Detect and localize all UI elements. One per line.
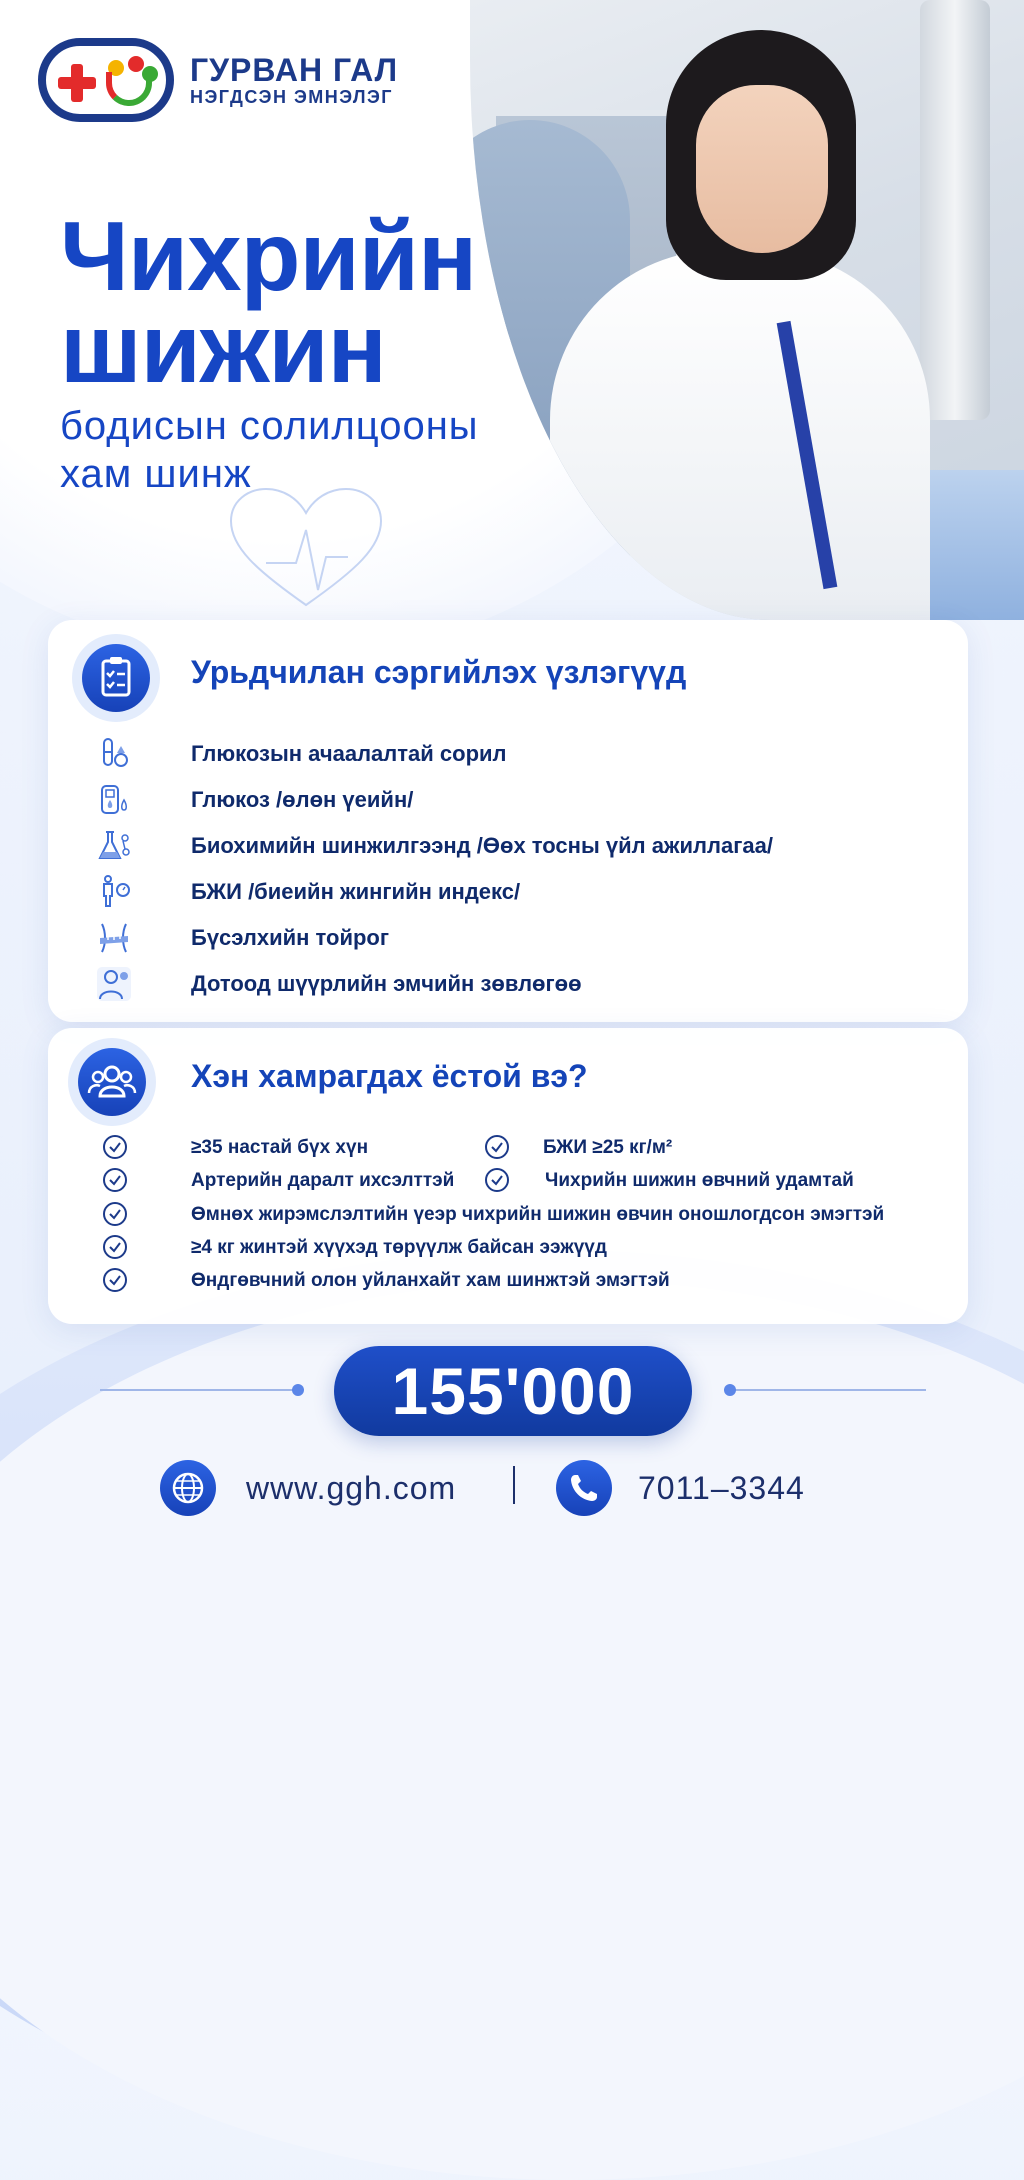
body-scale-icon (96, 874, 132, 910)
glucometer-icon (96, 782, 132, 818)
doctor-icon (96, 966, 132, 1002)
list-item (102, 1232, 802, 1262)
check-circle-icon (102, 1167, 128, 1193)
price-divider-right (730, 1389, 926, 1391)
brand-logo[interactable] (38, 38, 398, 122)
list-item (484, 1165, 924, 1195)
smile-icon (106, 72, 152, 106)
check-circle-icon (102, 1134, 128, 1160)
service-label: Дотоод шүүрлийн эмчийн зөвлөгөө (191, 971, 582, 996)
page-title (60, 201, 477, 403)
list-item (102, 1165, 482, 1195)
eligibility-item: ≥4 кг жинтэй хүүхэд төрүүлж байсан ээжүүд (191, 1237, 607, 1258)
page-subtitle (60, 402, 479, 498)
photo-medical-equipment (920, 0, 990, 420)
service-label: Бүсэлхийн тойрог (191, 925, 390, 950)
list-item (48, 732, 968, 776)
website-link[interactable]: www.ggh.com (246, 1470, 457, 1506)
logo-mark-icon (38, 38, 174, 122)
photo-doctor-face (696, 85, 828, 253)
service-label: Глюкозын ачаалалтай сорил (191, 741, 507, 766)
service-label: Биохимийн шинжилгээнд /Өөх тосны үйл ажиллагаа/ (191, 833, 773, 858)
test-tube-icon (96, 736, 132, 772)
eligibility-item: Өндгөвчний олон уйланхайт хам шинжтэй эмэгтэй (191, 1270, 670, 1291)
check-circle-icon (484, 1167, 510, 1193)
screening-card (48, 620, 968, 1022)
service-label: Глюкоз /өлөн үеийн/ (191, 787, 414, 812)
red-cross-icon (58, 64, 96, 102)
screening-title: Урьдчилан сэргийлэх үзлэгүүд (191, 654, 687, 690)
flask-icon (96, 828, 132, 864)
logo-text (190, 53, 398, 108)
eligibility-item: Чихрийн шижин өвчний удамтай (545, 1170, 854, 1191)
check-circle-icon (484, 1134, 510, 1160)
phone-icon[interactable] (556, 1460, 612, 1516)
footer-separator (513, 1466, 515, 1504)
check-circle-icon (102, 1234, 128, 1260)
clipboard-checklist-icon (82, 644, 150, 712)
check-circle-icon (102, 1267, 128, 1293)
price-divider-left (100, 1389, 296, 1391)
photo-doctor-coat (550, 250, 930, 620)
list-item (102, 1199, 922, 1229)
title-line-1: Чихрийн (60, 201, 477, 311)
heartbeat-icon (226, 485, 386, 610)
doctor-photo (470, 0, 1024, 620)
list-item (48, 916, 968, 960)
price-divider-dot-right (724, 1384, 736, 1396)
list-item (102, 1132, 482, 1162)
eligibility-item: Өмнөх жирэмслэлтийн үеэр чихрийн шижин өвчин оношлогдсон эмэгтэй (191, 1204, 885, 1225)
eligibility-card (48, 1028, 968, 1324)
list-item (102, 1265, 802, 1295)
list-item (484, 1132, 904, 1162)
price-divider-dot-left (292, 1384, 304, 1396)
service-label: БЖИ /биеийн жингийн индекс/ (191, 879, 521, 904)
list-item (48, 962, 968, 1006)
subtitle-line-2: хам шинж (60, 452, 252, 496)
people-group-icon (78, 1048, 146, 1116)
brand-subtitle: НЭГДСЭН ЭМНЭЛЭГ (190, 86, 394, 107)
globe-icon[interactable] (160, 1460, 216, 1516)
list-item (48, 870, 968, 914)
subtitle-line-1: бодисын солилцооны (60, 404, 479, 448)
eligibility-item: Артерийн даралт ихсэлттэй (191, 1170, 455, 1191)
check-circle-icon (102, 1201, 128, 1227)
phone-number[interactable]: 7011–3344 (638, 1470, 805, 1506)
price-badge: 155'000 (334, 1346, 692, 1436)
eligibility-item: БЖИ ≥25 кг/м² (543, 1137, 673, 1158)
list-item (48, 824, 968, 868)
eligibility-title: Хэн хамрагдах ёстой вэ? (191, 1058, 588, 1094)
eligibility-item: ≥35 настай бүх хүн (191, 1137, 369, 1158)
waist-measure-icon (96, 920, 132, 956)
title-line-2: шижин (60, 293, 386, 403)
brand-name: ГУРВАН ГАЛ (190, 51, 399, 88)
list-item (48, 778, 968, 822)
